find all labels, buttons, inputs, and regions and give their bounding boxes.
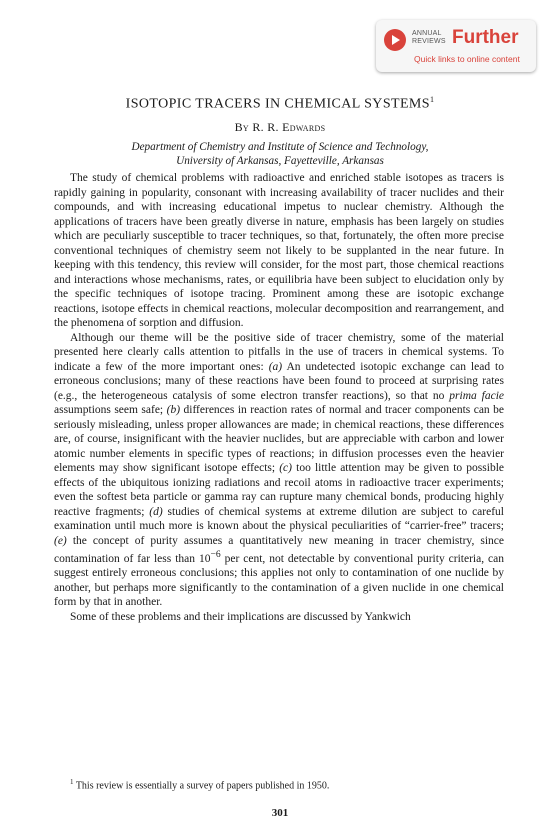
paragraph-1: The study of chemical problems with radioactive and enriched stable isotopes as tracers is rapidly gaining in popularity, consonant with increasing availability of tracer nuclides and their compounds, and with increasing educational impetus to nuclear chemistry. Although the applications of tracers have been greatly diverse in nature, emphasis has been largely on studies which are peculiarly susceptible to tracer techniques, so that, fortunately, the often more precise conventional techniques of chemistry seem not likely to be supplanted in the near future. In keeping with this tendency, this review will consider, for the most part, those chemical reactions and interactions whose mechanisms, rates, or equilibria have been subject to elucidation only by the specific techniques of isotope tracing. Prominent among these are isotopic exchange reactions, isotope effects in chemical reactions, molecular decomposition and rearrangement, and the phenomena of sorption and diffusion. <box>54 172 504 329</box>
affiliation-line-2: University of Arkansas, Fayetteville, Arkansas <box>176 155 384 167</box>
badge-reviews-text: REVIEWS <box>412 38 446 45</box>
item-a-text: An undetected isotopic exchange can lead to erroneous conclusions; many of these reactions have been found to proceed at surprising rates (e.g., the heterogeneous catalysis of some electron transfer reactions), so that no <box>54 360 504 402</box>
footnote-text: This review is essentially a survey of papers published in 1950. <box>73 780 330 792</box>
item-b-label: (b) <box>166 404 181 416</box>
annual-reviews-further-link[interactable] <box>376 20 536 72</box>
byline <box>0 120 560 135</box>
footnote-marker: 1 <box>70 778 74 786</box>
badge-annual-text: ANNUAL <box>412 30 442 37</box>
paragraph-2-intro: Although our theme will be the positive side of tracer chemistry, some of the material presented here clearly calls attention to pitfalls in the use of tracers in chemical systems. To indicate a few of the more important ones: <box>54 331 504 373</box>
affiliation-line-1: Department of Chemistry and Institute of Science and Technology, <box>131 141 429 153</box>
article-title <box>0 95 560 113</box>
page-number: 301 <box>271 807 289 819</box>
item-e-label: (e) <box>54 534 67 547</box>
item-e-text: the concept of purity assumes a quantitatively new meaning in tracer chemistry, since contamination of far less than 10 <box>54 534 504 565</box>
badge-further-text: Further <box>452 27 519 48</box>
article-title-text: ISOTOPIC TRACERS IN CHEMICAL SYSTEMS <box>125 96 430 112</box>
play-arrow-icon <box>384 29 406 51</box>
footnote <box>70 776 500 792</box>
paragraph-2 <box>54 331 504 610</box>
title-footnote-marker: 1 <box>429 95 435 104</box>
article-body <box>54 171 504 624</box>
item-c-text: too little attention may be given to possible effects of the ubiquitous ionizing radiations and recoil atoms in radioactive tracer experiments; even the softest beta particle or gamma ray can rupture many chemical bonds, producing highly reactive fragments; <box>54 462 504 518</box>
author-name: R. R. Edwards <box>252 120 326 134</box>
author-affiliation <box>0 140 560 168</box>
item-a-text-2: assumptions seem safe; <box>54 404 167 416</box>
exponent: −6 <box>210 549 221 560</box>
item-d-text: studies of chemical systems at extreme dilution are subject to careful examination until much more is known about the physical peculiarities of “carrier-free” tracers; <box>54 505 504 532</box>
item-d-label: (d) <box>149 505 163 518</box>
prima-facie-phrase: prima facie <box>449 389 504 402</box>
byline-by: By <box>234 120 250 134</box>
item-c-label: (c) <box>279 462 292 474</box>
item-e-text-2: per cent, not detectable by conventional purity criteria, can suggest entirely erroneous conclusions; this applies not only to contamination of one nuclide by another, but perhaps more significantly to the contamination of a given nuclide in one chemical form by that in another. <box>54 552 504 609</box>
item-b-text: differences in reaction rates of normal and tracer components can be seriously misleading, unless proper allowances are made; in chemical reactions, these differences are, of course, insignificant with the heavier nuclides, but are appreciable with carbon and lower atomic number elements in specific types of reactions; in diffusion processes even the heavier elements may show significant isotope effects; <box>54 404 505 474</box>
badge-subtitle: Quick links to online content <box>414 54 520 64</box>
item-a-label: (a) <box>268 360 283 373</box>
paragraph-3: Some of these problems and their implications are discussed by Yankwich <box>70 610 411 623</box>
